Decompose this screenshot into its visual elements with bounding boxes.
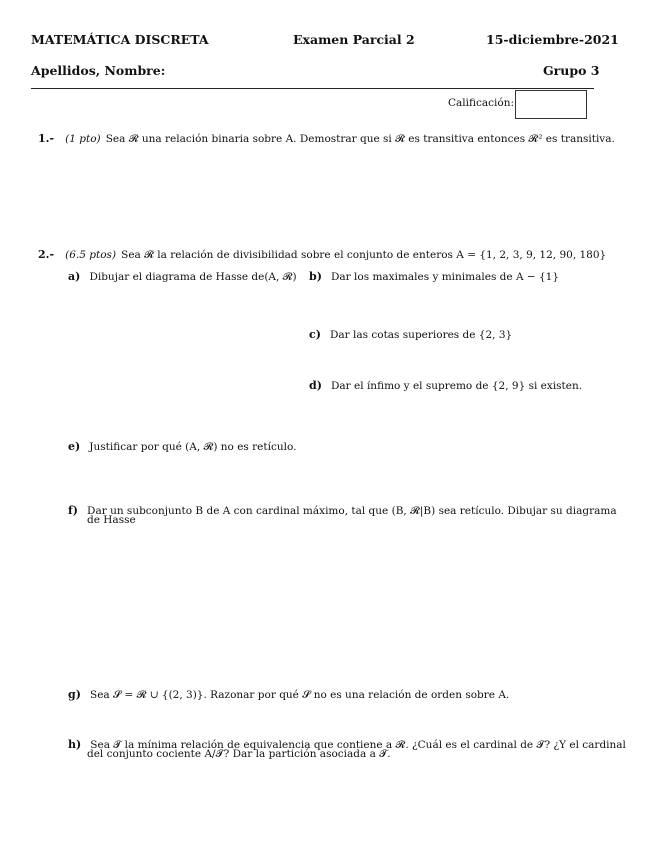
- question-1-number: 1.-: [38, 132, 55, 145]
- part-text: Dar las cotas superiores de {2, 3}: [330, 329, 513, 341]
- part-label: c): [309, 328, 321, 341]
- part-text: Dar los maximales y minimales de A − {1}: [331, 271, 560, 283]
- part-text: Dar el ínfimo y el supremo de {2, 9} si existen.: [331, 380, 583, 392]
- part-label: g): [68, 688, 81, 701]
- question-2-points: (6.5 ptos): [65, 249, 117, 261]
- part-text: Sea 𝓣 la mínima relación de equivalencia que contiene a 𝓡. ¿Cuál es el cardinal de 𝓣? ¿Y el cardinal: [90, 739, 626, 751]
- part-d: [309, 374, 582, 393]
- grade-label: Calificación:: [448, 97, 515, 109]
- exam-title: Examen Parcial 2: [293, 32, 415, 47]
- part-label: a): [68, 270, 81, 283]
- grade-box[interactable]: [515, 90, 587, 119]
- question-1-points: (1 pto): [65, 133, 101, 145]
- part-g: [68, 683, 509, 702]
- name-label: Apellidos, Nombre:: [31, 63, 166, 78]
- part-e: [68, 435, 296, 454]
- part-label: d): [309, 379, 322, 392]
- question-2-text: Sea 𝓡 la relación de divisibilidad sobre el conjunto de enteros A = {1, 2, 3, 9, 12, 90, 180}: [121, 249, 607, 261]
- part-text: Sea 𝓢 = 𝓡 ∪ {(2, 3)}. Razonar por qué 𝓢 no es una relación de orden sobre A.: [90, 689, 510, 701]
- part-label: e): [68, 440, 81, 453]
- question-1-text: Sea 𝓡 una relación binaria sobre A. Demostrar que si 𝓡 es transitiva entonces 𝓡² es transitiva.: [105, 133, 615, 145]
- subject-title: MATEMÁTICA DISCRETA: [31, 32, 209, 47]
- part-c: [309, 323, 512, 342]
- header-rule: [31, 88, 594, 89]
- part-label: f): [68, 504, 78, 517]
- exam-date: 15-diciembre-2021: [486, 32, 619, 47]
- question-2-number: 2.-: [38, 248, 55, 261]
- part-text: Dibujar el diagrama de Hasse de(A, 𝓡): [89, 271, 297, 283]
- question-1: [38, 127, 615, 146]
- part-text: Justificar por qué (A, 𝓡) no es retículo.: [89, 441, 297, 453]
- part-f: [68, 499, 617, 518]
- part-f-continuation: de Hasse: [87, 514, 136, 526]
- part-label: h): [68, 738, 82, 751]
- part-a: [68, 265, 297, 284]
- part-b: [309, 265, 559, 284]
- part-h-continuation: del conjunto cociente A/𝓣? Dar la partición asociada a 𝓣.: [87, 748, 391, 760]
- part-text: Dar un subconjunto B de A con cardinal máximo, tal que (B, 𝓡|B) sea retículo. Dibujar su diagrama: [87, 505, 617, 517]
- part-label: b): [309, 270, 322, 283]
- question-2: [38, 243, 606, 262]
- group-label: Grupo 3: [543, 63, 600, 78]
